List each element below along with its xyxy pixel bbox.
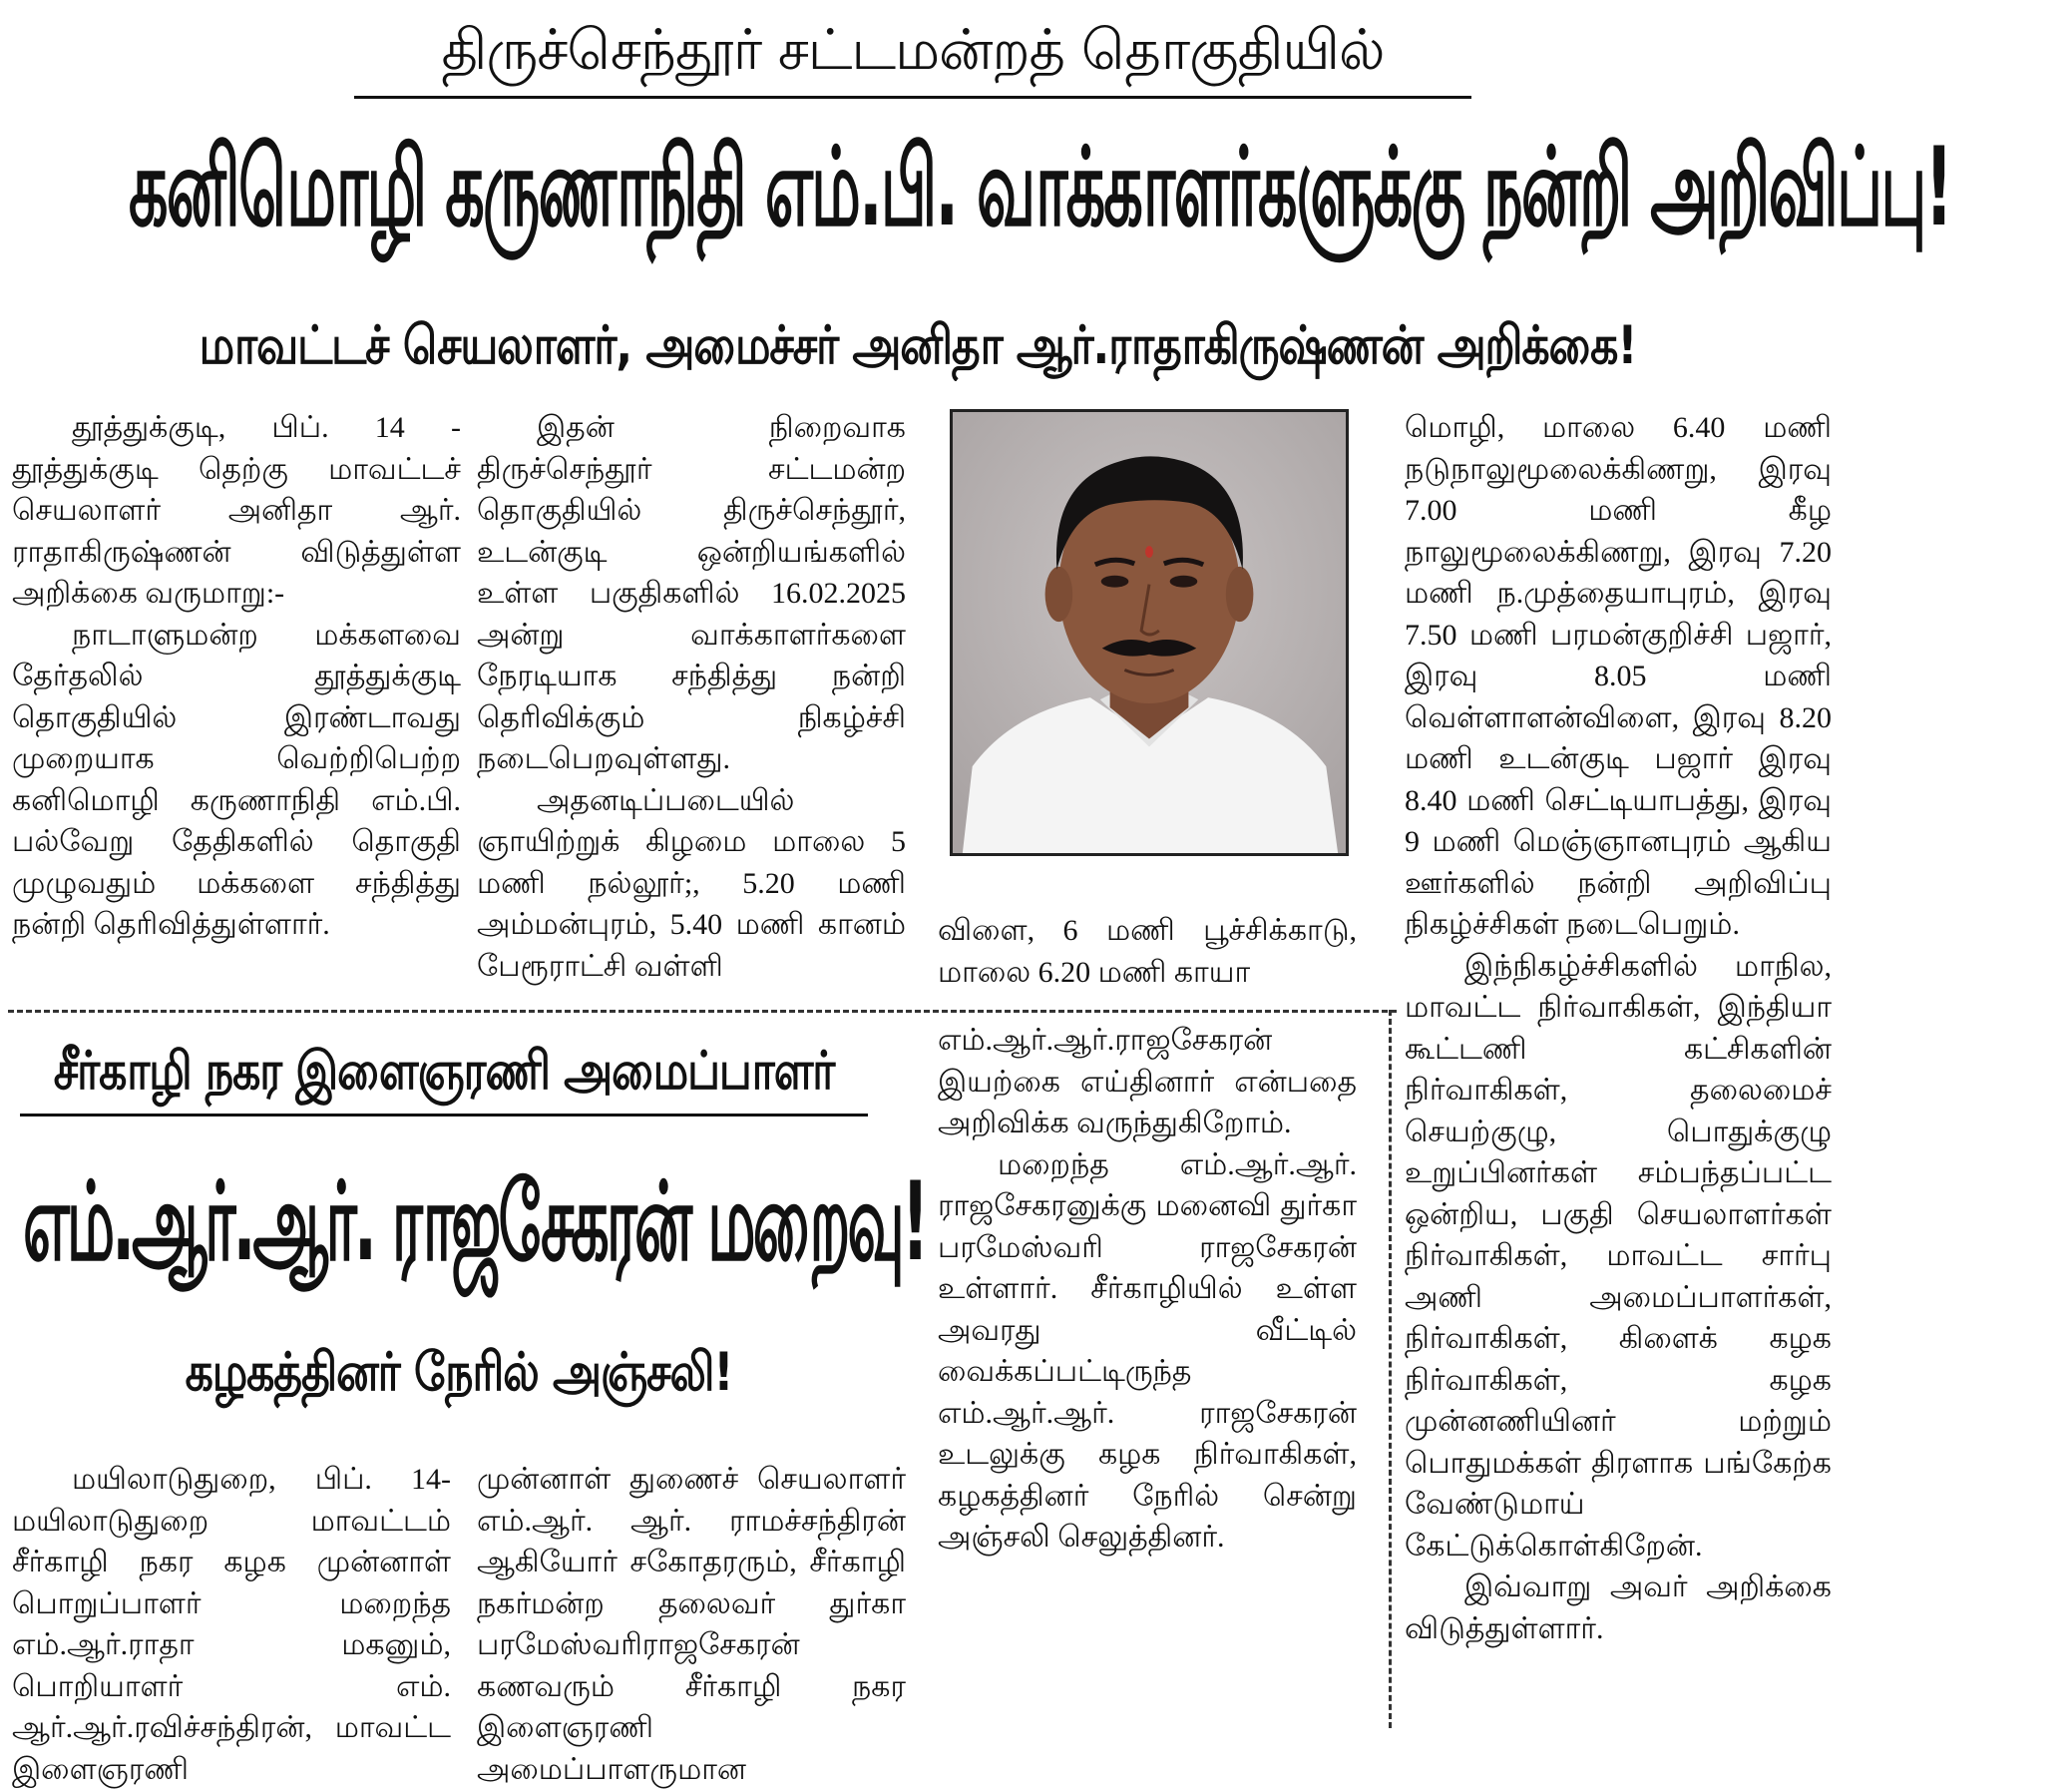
article1-col3-para-1: விளை, 6 மணி பூச்சிக்காடு, மாலை 6.20 மணி காயா xyxy=(938,914,1357,989)
article1-column-1 xyxy=(12,407,461,994)
article1-col4-para-3: இவ்வாறு அவர் அறிக்கை விடுத்துள்ளார். xyxy=(1405,1570,1832,1645)
article1-col1-para-1: தூத்துக்குடி, பிப். 14 - தூத்துக்குடி தெற்கு மாவட்டச் செயலாளர் அனிதா ஆர். ராதாகிருஷ்ணன் விடுத்துள்ள அறிக்கை வருமாறு:- xyxy=(12,411,461,610)
article1-subheadline: மாவட்டச் செயலாளர், அமைச்சர் அனிதா ஆர்.ராதாகிருஷ்ணன் அறிக்கை! xyxy=(199,314,1637,376)
article-separator-vertical xyxy=(1389,1010,1392,1728)
article2-kicker: சீர்காழி நகர இளைஞரணி அமைப்பாளர் xyxy=(53,1040,835,1102)
article1-col2-para-1: இதன் நிறைவாக திருச்செந்தூர் சட்டமன்ற தொகுதியில் திருச்செந்தூர், உடன்குடி ஒன்றியங்களில் உள்ள பகுதிகளில் 16.02.2025 அன்று வாக்காளர்களை நேரடியாக சந்தித்து நன்றி தெரிவிக்கும் நிகழ்ச்சி நடைபெறவுள்ளது. xyxy=(477,411,906,775)
article1-column-4 xyxy=(1405,407,1832,1724)
article-separator-horizontal xyxy=(8,1010,1397,1013)
article2-column-1 xyxy=(12,1459,451,1786)
article1-column-2 xyxy=(477,407,906,994)
article2-col3-para-2: மறைந்த எம்.ஆர்.ஆர். ராஜசேகரனுக்கு மனைவி துர்கா பரமேஸ்வரி ராஜசேகரன் உள்ளார். சீர்காழியில் உள்ள அவரது வீட்டில் வைக்கப்பட்டிருந்த எம்.ஆர்.ஆர். ராஜசேகரன் உடலுக்கு கழக நிர்வாகிகள், கழகத்தினர் நேரில் சென்று அஞ்சலி செலுத்தினர். xyxy=(938,1147,1357,1554)
portrait-illustration xyxy=(953,412,1346,853)
portrait-photo xyxy=(950,409,1349,856)
article2-subheadline: கழகத்தினர் நேரில் அஞ்சலி! xyxy=(185,1341,733,1403)
article2-col1-para-1: மயிலாடுதுறை, பிப். 14- மயிலாடுதுறை மாவட்டம் சீர்காழி நகர கழக முன்னாள் பொறுப்பாளர் மறைந்த எம்.ஆர்.ராதா மகனும், பொறியாளர் எம். ஆர்.ஆர்.ரவிச்சந்திரன், மாவட்ட இளைஞரணி xyxy=(12,1463,451,1786)
article2-col2-para-1: முன்னாள் துணைச் செயலாளர் எம்.ஆர். ஆர். ராமச்சந்திரன் ஆகியோர் சகோதரரும், சீர்காழி நகர்மன்ற தலைவர் துர்கா பரமேஸ்வரிராஜசேகரன் கணவரும் சீர்காழி நகர இளைஞரணி அமைப்பாளருமான xyxy=(477,1463,906,1786)
article1-kicker: திருச்செந்தூர் சட்டமன்றத் தொகுதியில் xyxy=(441,18,1385,83)
article1-column-3 xyxy=(938,910,1357,1000)
article2-column-2 xyxy=(477,1459,906,1786)
article2-column-3 xyxy=(938,1020,1357,1728)
article1-col4-para-2: இந்நிகழ்ச்சிகளில் மாநில, மாவட்ட நிர்வாகிகள், இந்தியா கூட்டணி கட்சிகளின் நிர்வாகிகள், தலைமைச் செயற்குழு, பொதுக்குழு உறுப்பினர்கள் சம்பந்தப்பட்ட ஒன்றிய, பகுதி செயலாளர்கள் நிர்வாகிகள், மாவட்ட சார்பு அணி அமைப்பாளர்கள், நிர்வாகிகள், கிளைக் கழக நிர்வாகிகள், கழக முன்னணியினர் மற்றும் பொதுமக்கள் திரளாக பங்கேற்க வேண்டுமாய் கேட்டுக்கொள்கிறேன். xyxy=(1405,949,1832,1563)
article1-col1-para-2: நாடாளுமன்ற மக்களவை தேர்தலில் தூத்துக்குடி தொகுதியில் இரண்டாவது முறையாக வெற்றிபெற்ற கனிமொழி கருணாநிதி எம்.பி. பல்வேறு தேதிகளில் தொகுதி முழுவதும் மக்களை சந்தித்து நன்றி தெரிவித்துள்ளார். xyxy=(12,618,461,941)
article2-col3-para-1: எம்.ஆர்.ஆர்.ராஜசேகரன் இயற்கை எய்தினார் என்பதை அறிவிக்க வருந்துகிறோம். xyxy=(938,1024,1357,1139)
article1-headline: கனிமொழி கருணாநிதி எம்.பி. வாக்காளர்களுக்கு நன்றி அறிவிப்பு! xyxy=(129,124,1952,251)
article2-headline: எம்.ஆர்.ஆர். ராஜசேகரன் மறைவு! xyxy=(22,1157,927,1285)
article1-col2-para-2: அதனடிப்படையில் ஞாயிற்றுக் கிழமை மாலை 5 மணி நல்லூர்;, 5.20 மணி அம்மன்புரம், 5.40 மணி கானம் பேரூராட்சி வள்ளி xyxy=(477,783,906,983)
article1-col4-para-1: மொழி, மாலை 6.40 மணி நடுநாலுமூலைக்கிணறு, இரவு 7.00 மணி கீழ நாலுமூலைக்கிணறு, இரவு 7.20 மணி ந.முத்தையாபுரம், இரவு 7.50 மணி பரமன்குறிச்சி பஜார், இரவு 8.05 மணி வெள்ளாளன்விளை, இரவு 8.20 மணி உடன்குடி பஜார் இரவு 8.40 மணி செட்டியாபத்து, இரவு 9 மணி மெஞ்ஞானபுரம் ஆகிய ஊர்களில் நன்றி அறிவிப்பு நிகழ்ச்சிகள் நடைபெறும். xyxy=(1405,411,1832,941)
